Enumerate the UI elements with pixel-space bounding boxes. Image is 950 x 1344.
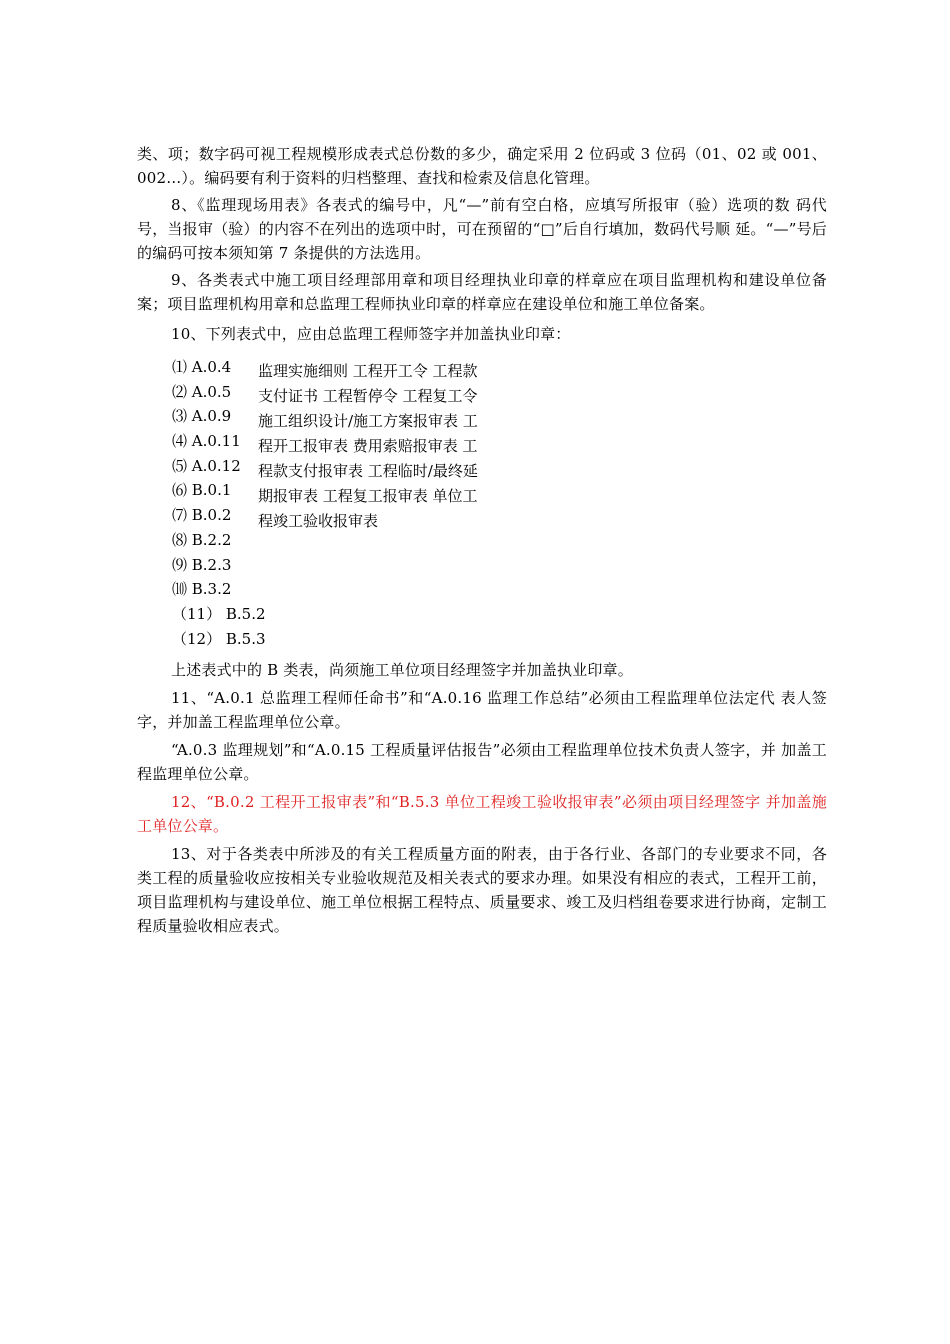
paragraph-item-12-highlighted: 12、“B.0.2 工程开工报审表”和“B.5.3 单位工程竣工验收报审表”必须由项目经理签字 并加盖施工单位公章。 <box>137 793 827 835</box>
form-code-column <box>172 355 266 651</box>
form-code: ⑽ B.3.2 <box>172 580 232 599</box>
paragraph-item-11-continued: “A.0.3 监理规划”和“A.0.15 工程质量评估报告”必须由工程监理单位技术负责人签字，并 加盖工程监理单位公章。 <box>137 741 827 783</box>
form-code: ⑼ B.2.3 <box>172 555 232 574</box>
form-code: ⑹ B.0.1 <box>172 481 232 500</box>
form-code: ⑸ A.0.12 <box>172 456 241 475</box>
form-name-column: 监理实施细则 工程开工令 工程款支付证书 工程暂停令 工程复工令 施工组织设计/施工方案报审表 工程开工报审表 费用索赔报审表 工程款支付报审表 工程临时/最终延期报审表 工程复工报审表 单位工程竣工验收报审表 <box>258 362 478 530</box>
paragraph-b-class-note: 上述表式中的 B 类表，尚须施工单位项目经理签字并加盖执业印章。 <box>171 661 633 679</box>
form-code: ⑵ A.0.5 <box>172 382 232 401</box>
form-list <box>172 355 502 655</box>
form-code: ⑷ A.0.11 <box>172 432 241 451</box>
paragraph-code-format: 类、项；数字码可视工程规模形成表式总份数的多少，确定采用 2 位码或 3 位码（01、02 或 001、002…）。编码要有利于资料的归档整理、查找和检索及信息化管理。 <box>137 145 827 187</box>
top-paragraphs <box>137 142 827 346</box>
form-code: ⑶ A.0.9 <box>172 407 232 426</box>
paragraph-item-9: 9、各类表式中施工项目经理部用章和项目经理执业印章的样章应在项目监理机构和建设单位备案；项目监理机构用章和总监理工程师执业印章的样章应在建设单位和施工单位备案。 <box>137 271 827 313</box>
bottom-paragraphs <box>137 658 827 938</box>
form-code: ⑻ B.2.2 <box>172 530 232 549</box>
form-code: ⑴ A.0.4 <box>172 358 232 376</box>
form-code: ⑺ B.0.2 <box>172 506 232 525</box>
paragraph-item-8: 8、《监理现场用表》各表式的编号中，凡“—”前有空白格，应填写所报审（验）选项的数 码代号，当报审（验）的内容不在列出的选项中时，可在预留的“□”后自行填加，数码代号顺 延。“—”号后的编码可按本须知第 7 条提供的方法选用。 <box>137 196 827 262</box>
paragraph-item-11: 11、“A.0.1 总监理工程师任命书”和“A.0.16 监理工作总结”必须由工程监理单位法定代 表人签字，并加盖工程监理单位公章。 <box>137 689 827 731</box>
paragraph-item-13: 13、对于各类表中所涉及的有关工程质量方面的附表，由于各行业、各部门的专业要求不同，各类工程的质量验收应按相关专业验收规范及相关表式的要求办理。如果没有相应的表式，工程开工前，项目监理机构与建设单位、施工单位根据工程特点、质量要求、竣工及归档组卷要求进行协商，定制工程质量验收相应表式。 <box>137 845 827 935</box>
paragraph-item-10: 10、下列表式中，应由总监理工程师签字并加盖执业印章： <box>171 325 571 343</box>
form-code: （12） B.5.3 <box>172 629 266 648</box>
form-code: （11） B.5.2 <box>172 604 266 623</box>
